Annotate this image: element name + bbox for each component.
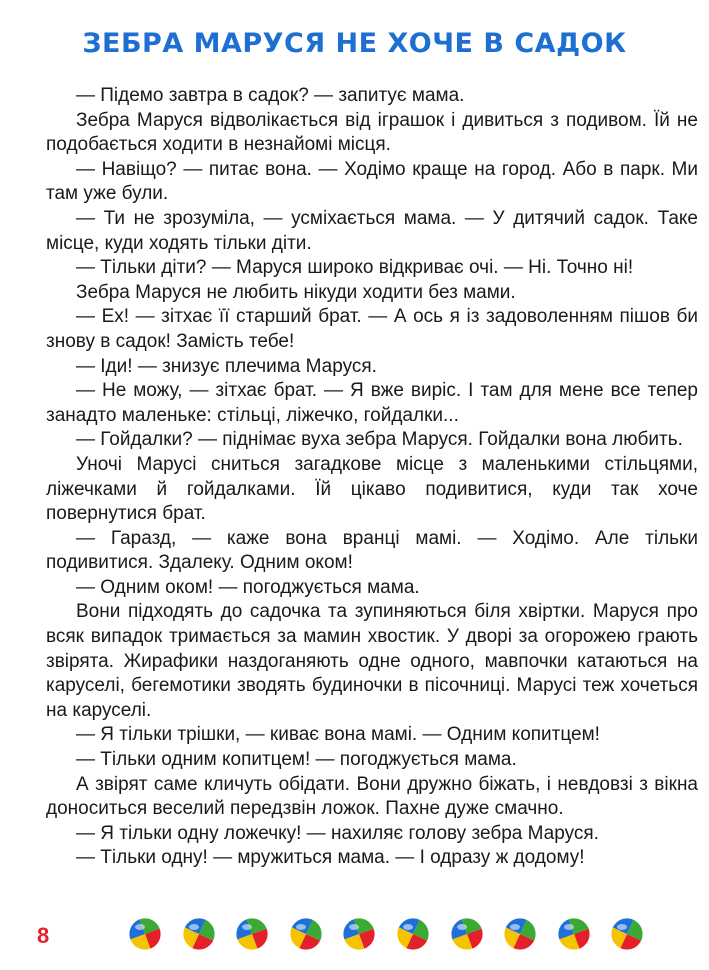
paragraph: — Гаразд, — каже вона вранці мамі. — Ходімо. Але тільки подивитися. Здалеку. Одним оком! (46, 527, 698, 574)
beach-ball-icon (235, 917, 269, 951)
beach-ball-icon (557, 917, 591, 951)
paragraph: Уночі Марусі сниться загадкове місце з маленькими стільцями, ліжечками й гойдалками. Їй цікаво подивитися, куди так хоче повернутися брат. (46, 453, 698, 525)
page-number: 8 (37, 923, 50, 948)
paragraph: — Тільки одну! — мружиться мама. — І одразу ж додому! (76, 847, 585, 869)
ball-decoration-row (128, 917, 668, 957)
story-title: ЗЕБРА МАРУСЯ НЕ ХОЧЕ В САДОК (82, 28, 627, 59)
paragraph: Зебра Маруся відволікається від іграшок і дивиться з подивом. Їй не подобається ходити в незнайомі місця. (46, 109, 698, 156)
paragraph: — Ех! — зітхає її старший брат. — А ось я із задоволенням пішов би знову в садок! Замість тебе! (46, 306, 698, 352)
paragraph: — Я тільки трішки, — киває вона мамі. — Одним копитцем! (76, 724, 600, 746)
paragraph: — Я тільки одну ложечку! — нахиляє голову зебра Маруся. (76, 822, 599, 844)
paragraph: — Тільки одним копитцем! — погоджується мама. (76, 749, 517, 771)
beach-ball-icon (503, 917, 537, 951)
paragraph: А звірят саме кличуть обідати. Вони дружно біжать, і невдовзі з вікна доноситься веселий передзвін ложок. Пахне дуже смачно. (46, 773, 698, 820)
paragraph: Вони підходять до садочка та зупиняються біля хвіртки. Маруся про всяк випадок тримається за мамин хвостик. У дворі за огорожею грають звірята. Жирафики наздоганяють одне одного, мавпочки катаються на каруселі, бегемотики зводять будиночки в пісочниці. Марусі теж хочеться на каруселі. (46, 601, 698, 721)
paragraph: — Іди! — знизує плечима Маруся. (76, 355, 377, 377)
paragraph: — Не можу, — зітхає брат. — Я вже виріс. І там для мене все тепер занадто маленьке: стільці, ліжечко, гойдалки... (46, 380, 698, 426)
paragraph: — Ти не зрозуміла, — усміхається мама. — У дитячий садок. Таке місце, куди ходять тільки діти. (46, 207, 698, 254)
beach-ball-icon (450, 917, 484, 951)
paragraph: — Гойдалки? — піднімає вуха зебра Маруся. Гойдалки вона любить. (76, 429, 683, 451)
paragraph: — Підемо завтра в садок? — запитує мама. (76, 85, 465, 106)
paragraph: — Тільки діти? — Маруся широко відкриває очі. — Ні. Точно ні! (76, 257, 634, 279)
beach-ball-icon (182, 917, 216, 951)
beach-ball-icon (342, 917, 376, 951)
story-text (46, 84, 698, 871)
beach-ball-icon (610, 917, 644, 951)
beach-ball-icon (396, 917, 430, 951)
beach-ball-icon (128, 917, 162, 951)
paragraph: — Навіщо? — питає вона. — Ходімо краще на город. Або в парк. Ми там уже були. (46, 158, 698, 205)
beach-ball-icon (289, 917, 323, 951)
paragraph: Зебра Маруся не любить нікуди ходити без мами. (76, 281, 516, 303)
paragraph: — Одним оком! — погоджується мама. (76, 576, 420, 598)
